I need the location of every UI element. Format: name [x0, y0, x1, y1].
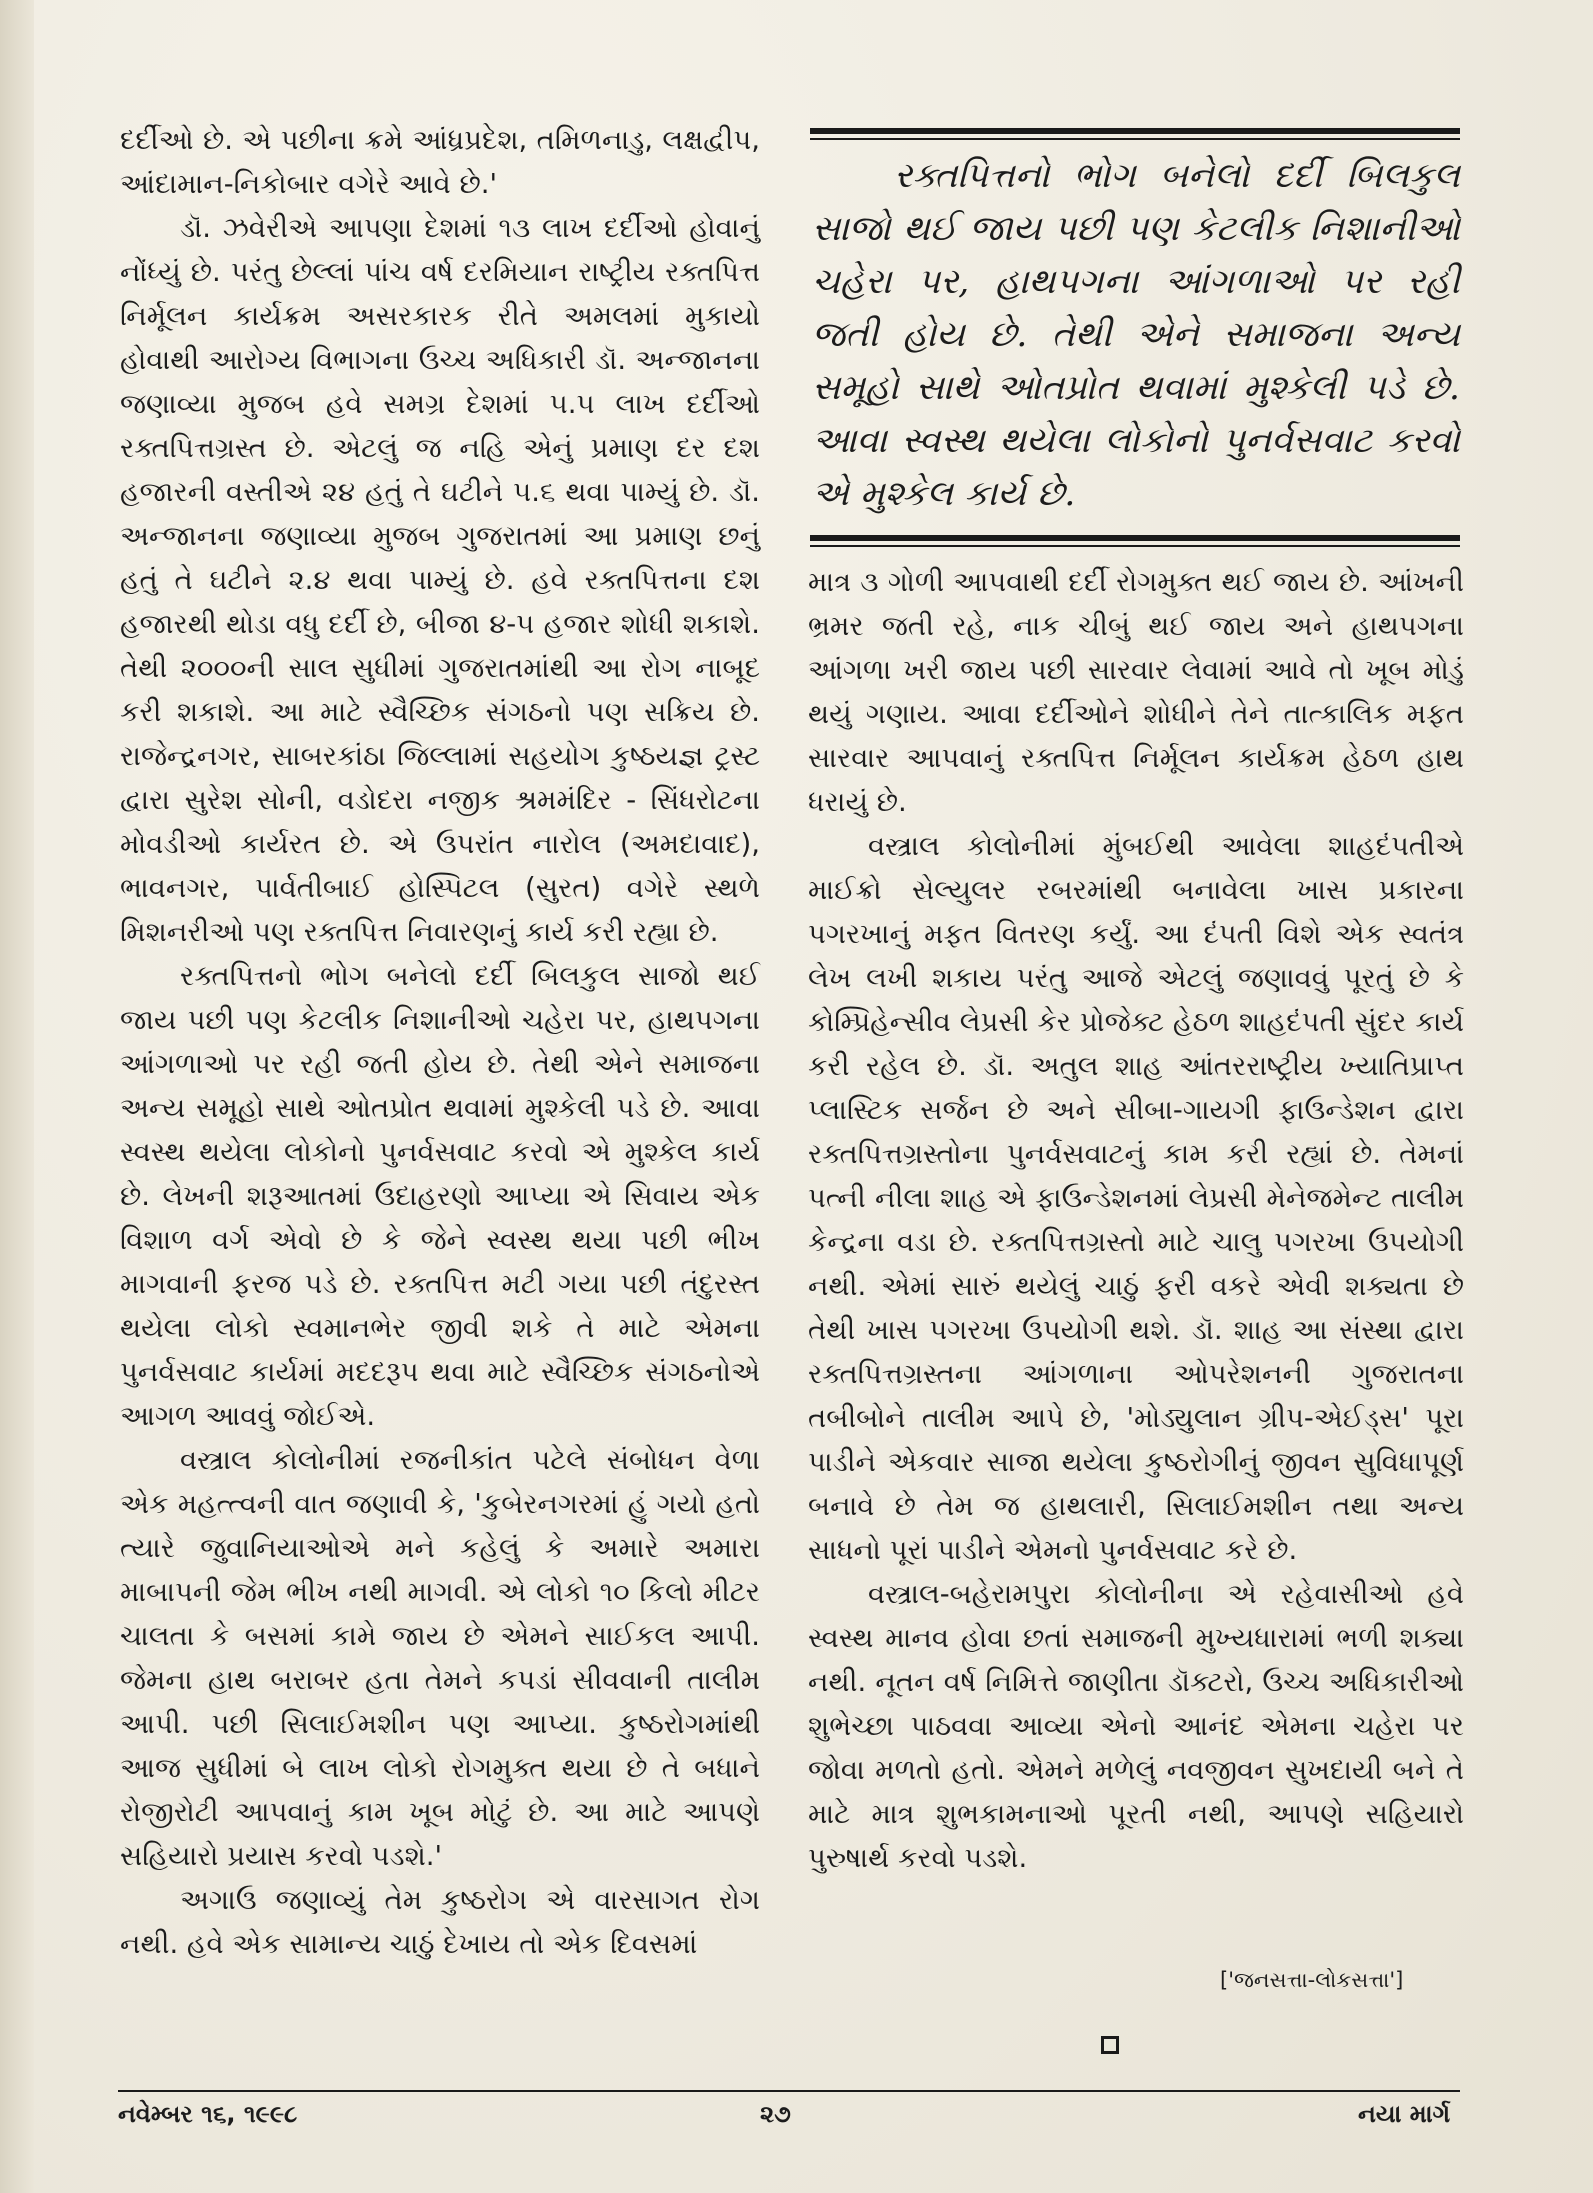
paragraph: રક્તપિત્તનો ભોગ બનેલો દર્દી બિલકુલ સાજો થઈ જાય પછી પણ કેટલીક નિશાનીઓ ચહેરા પર, હાથપગના આંગળાઓ પર રહી જતી હોય છે. તેથી એને સમાજના અન્ય સમૂહો સાથે ઓતપ્રોત થવામાં મુશ્કેલી પડે છે. આવા સ્વસ્થ થયેલા લોકોનો પુનર્વસવાટ કરવો એ મુશ્કેલ કાર્ય છે. લેખની શરૂઆતમાં ઉદાહરણો આપ્યા એ સિવાય એક વિશાળ વર્ગ એવો છે કે જેને સ્વસ્થ થયા પછી ભીખ માગવાની ફરજ પડે છે. રક્તપિત્ત મટી ગયા પછી તંદુરસ્ત થયેલા લોકો સ્વમાનભેર જીવી શકે તે માટે એમના પુનર્વસવાટ કાર્યમાં મદદરૂપ થવા માટે સ્વૈચ્છિક સંગઠનોએ આગળ આવવું જોઈએ.	[120, 960, 760, 1432]
left-column	[120, 118, 760, 1966]
pull-quote-bottom-rule	[810, 535, 1460, 541]
paragraph: વસ્ત્રાલ કોલોનીમાં મુંબઈથી આવેલા શાહદંપતીએ માઈક્રો સેલ્યુલર રબરમાંથી બનાવેલા ખાસ પ્રકારના પગરખાનું મફત વિતરણ કર્યું. આ દંપતી વિશે એક સ્વતંત્ર લેખ લખી શકાય પરંતુ આજે એટલું જણાવવું પૂરતું છે કે કોમ્પ્રિહેન્સીવ લેપ્રસી કેર પ્રોજેક્ટ હેઠળ શાહદંપતી સુંદર કાર્ય કરી રહેલ છે. ડૉ. અતુલ શાહ આંતરરાષ્ટ્રીય ખ્યાતિપ્રાપ્ત પ્લાસ્ટિક સર્જન છે અને સીબા-ગાયગી ફાઉન્ડેશન દ્વારા રક્તપિત્તગ્રસ્તોના પુનર્વસવાટનું કામ કરી રહ્યાં છે. તેમનાં પત્ની નીલા શાહ એ ફાઉન્ડેશનમાં લેપ્રસી મેનેજમેન્ટ તાલીમ કેન્દ્રના વડા છે. રક્તપિત્તગ્રસ્તો માટે ચાલુ પગરખા ઉપયોગી નથી. એમાં સારું થયેલું ચાઠું ફરી વકરે એવી શક્યતા છે તેથી ખાસ પગરખા ઉપયોગી થશે. ડૉ. શાહ આ સંસ્થા દ્વારા રક્તપિત્તગ્રસ્તના આંગળાના ઓપરેશનની ગુજરાતના તબીબોને તાલીમ આપે છે, 'મોડ્યુલાન ગ્રીપ-એઈડ્સ' પૂરા પાડીને એકવાર સાજા થયેલા કુષ્ઠરોગીનું જીવન સુવિધાપૂર્ણ બનાવે છે તેમ જ હાથલારી, સિલાઈમશીન તથા અન્ય સાધનો પૂરાં પાડીને એમનો પુનર્વસવાટ કરે છે.	[808, 830, 1464, 1566]
paragraph: અગાઉ જણાવ્યું તેમ કુષ્ઠરોગ એ વારસાગત રોગ નથી. હવે એક સામાન્ય ચાઠું દેખાય તો એક દિવસમાં	[120, 1884, 760, 1960]
torn-left-edge	[0, 0, 34, 2193]
paragraph: વસ્ત્રાલ કોલોનીમાં રજનીકાંત પટેલે સંબોધન વેળા એક મહત્ત્વની વાત જણાવી કે, 'કુબેરનગરમાં હું ગયો હતો ત્યારે જુવાનિયાઓએ મને કહેલું કે અમારે અમારા માબાપની જેમ ભીખ નથી માગવી. એ લોકો ૧૦ કિલો મીટર ચાલતા કે બસમાં કામે જાય છે એમને સાઈકલ આપી. જેમના હાથ બરાબર હતા તેમને કપડાં સીવવાની તાલીમ આપી. પછી સિલાઈમશીન પણ આપ્યા. કુષ્ઠરોગમાંથી આજ સુધીમાં બે લાખ લોકો રોગમુક્ત થયા છે તે બધાને રોજીરોટી આપવાનું કામ ખૂબ મોટું છે. આ માટે આપણે સહિયારો પ્રયાસ કરવો પડશે.'	[120, 1444, 760, 1872]
footer-date: નવેમ્બર ૧૬, ૧૯૯૮	[118, 2100, 298, 2128]
paragraph: ડૉ. ઝવેરીએ આપણા દેશમાં ૧૩ લાખ દર્દીઓ હોવાનું નોંધ્યું છે. પરંતુ છેલ્લાં પાંચ વર્ષ દરમિયાન રાષ્ટ્રીય રક્તપિત્ત નિર્મૂલન કાર્યક્રમ અસરકારક રીતે અમલમાં મુકાયો હોવાથી આરોગ્ય વિભાગના ઉચ્ચ અધિકારી ડૉ. અન્જાનના જણાવ્યા મુજબ હવે સમગ્ર દેશમાં ૫.૫ લાખ દર્દીઓ રક્તપિત્તગ્રસ્ત છે. એટલું જ નહિ એનું પ્રમાણ દર દશ હજારની વસ્તીએ ૨૪ હતું તે ઘટીને ૫.૬ થવા પામ્યું છે. ડૉ. અન્જાનના જણાવ્યા મુજબ ગુજરાતમાં આ પ્રમાણ છનું હતું તે ઘટીને ૨.૪ થવા પામ્યું છે. હવે રક્તપિત્તના દશ હજારથી થોડા વધુ દર્દી છે, બીજા ૪-૫ હજાર શોધી શકાશે. તેથી ૨૦૦૦ની સાલ સુધીમાં ગુજરાતમાંથી આ રોગ નાબૂદ કરી શકાશે. આ માટે સ્વૈચ્છિક સંગઠનો પણ સક્રિય છે. રાજેન્દ્રનગર, સાબરકાંઠા જિલ્લામાં સહયોગ કુષ્ઠયજ્ઞ ટ્રસ્ટ દ્વારા સુરેશ સોની, વડોદરા નજીક શ્રમમંદિર - સિંધરોટના મોવડીઓ કાર્યરત છે. એ ઉપરાંત નારોલ (અમદાવાદ), ભાવનગર, પાર્વતીબાઈ હોસ્પિટલ (સુરત) વગેરે સ્થળે મિશનરીઓ પણ રક્તપિત્ત નિવારણનું કાર્ય કરી રહ્યા છે.	[120, 212, 760, 948]
footer-rule	[118, 2090, 1460, 2092]
end-of-article-mark	[1101, 2036, 1119, 2054]
magazine-name: નયા માર્ગ	[1358, 2100, 1451, 2128]
pull-quote-top-rule	[810, 128, 1460, 134]
paragraph: માત્ર ૩ ગોળી આપવાથી દર્દી રોગમુક્ત થઈ જાય છે. આંખની ભ્રમર જતી રહે, નાક ચીબું થઈ જાય અને હાથપગના આંગળા ખરી જાય પછી સારવાર લેવામાં આવે તો ખૂબ મોડું થયું ગણાય. આવા દર્દીઓને શોધીને તેને તાત્કાલિક મફત સારવાર આપવાનું રક્તપિત્ત નિર્મૂલન કાર્યક્રમ હેઠળ હાથ ધરાયું છે.	[808, 566, 1464, 818]
paragraph: દર્દીઓ છે. એ પછીના ક્રમે આંધ્રપ્રદેશ, તમિળનાડુ, લક્ષદ્વીપ, આંદામાન-નિકોબાર વગેરે આવે છે.'	[120, 124, 760, 200]
source-citation: ['જનસત્તા-લોકસત્તા']	[1220, 1968, 1404, 1992]
pull-quote-top-thin-rule	[810, 138, 1460, 140]
paragraph: વસ્ત્રાલ-બહેરામપુરા કોલોનીના એ રહેવાસીઓ હવે સ્વસ્થ માનવ હોવા છતાં સમાજની મુખ્યધારામાં ભળી શક્યા નથી. નૂતન વર્ષ નિમિત્તે જાણીતા ડૉક્ટરો, ઉચ્ચ અધિકારીઓ શુભેચ્છા પાઠવવા આવ્યા એનો આનંદ એમના ચહેરા પર જોવા મળતો હતો. એમને મળેલું નવજીવન સુખદાયી બને તે માટે માત્ર શુભકામનાઓ પૂરતી નથી, આપણે સહિયારો પુરુષાર્થ કરવો પડશે.	[808, 1578, 1464, 1874]
pull-quote-bottom-thin-rule	[810, 545, 1460, 547]
pull-quote: રક્તપિત્તનો ભોગ બનેલો દર્દી બિલકુલ સાજો થઈ જાય પછી પણ કેટલીક નિશાનીઓ ચહેરા પર, હાથપગના આંગળાઓ પર રહી જતી હોય છે. તેથી એને સમાજના અન્ય સમૂહો સાથે ઓતપ્રોત થવામાં મુશ્કેલી પડે છે. આવા સ્વસ્થ થયેલા લોકોનો પુનર્વસવાટ કરવો એ મુશ્કેલ કાર્ય છે.	[812, 156, 1460, 514]
page-number: ૨૭	[760, 2100, 791, 2128]
right-column	[808, 560, 1464, 1880]
